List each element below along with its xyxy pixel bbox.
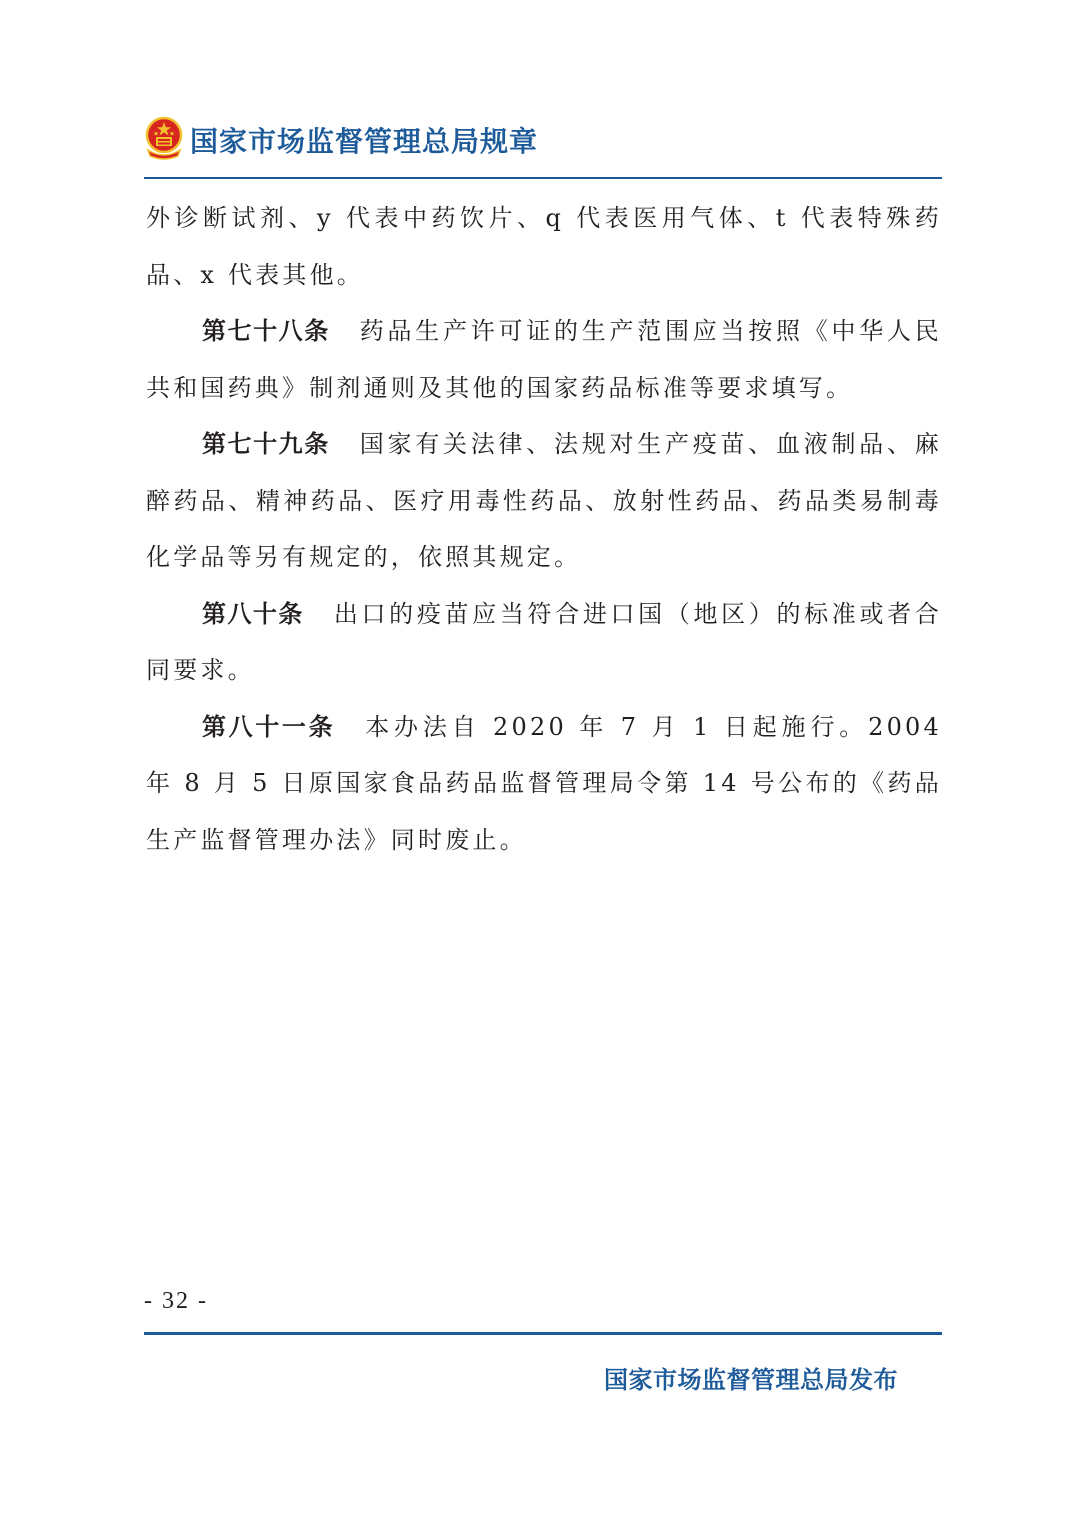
article-number: 第八十一条: [202, 712, 336, 741]
article-paragraph: [146, 303, 942, 416]
footer-publisher: 国家市场监督管理总局发布: [604, 1366, 898, 1394]
article-text: 出口的疫苗应当符合进口国（地区）的标准或者合同要求。: [146, 599, 942, 684]
national-emblem-icon: [144, 116, 184, 160]
page-number: - 32 -: [144, 1288, 208, 1314]
article-text: 国家有关法律、法规对生产疫苗、血液制品、麻醉药品、精神药品、医疗用毒性药品、放射性药品、药品类易制毒化学品等另有规定的，依照其规定。: [146, 430, 943, 571]
header-title: 国家市场监督管理总局规章: [190, 125, 539, 158]
article-text: 本办法自 2020 年 7 月 1 日起施行。2004 年 8 月 5 日原国家食品药品监督管理局令第 14 号公布的《药品生产监督管理办法》同时废止。: [146, 712, 943, 854]
article-number: 第七十八条: [202, 317, 330, 345]
article-number: 第七十九条: [202, 430, 330, 458]
article-text: 药品生产许可证的生产范围应当按照《中华人民共和国药典》制剂通则及其他的国家药品标准等要求填写。: [146, 317, 943, 402]
paragraph: [146, 190, 942, 303]
footer-divider: [144, 1332, 942, 1335]
article-paragraph: [146, 586, 942, 699]
page-header: [144, 112, 942, 178]
document-body: [146, 190, 942, 868]
article-number: 第八十条: [202, 599, 304, 628]
paragraph-text: 外诊断试剂、y 代表中药饮片、q 代表医用气体、t 代表特殊药品、x 代表其他。: [146, 204, 942, 289]
article-paragraph: [146, 699, 942, 869]
article-paragraph: [146, 416, 942, 586]
header-divider: [144, 177, 942, 179]
